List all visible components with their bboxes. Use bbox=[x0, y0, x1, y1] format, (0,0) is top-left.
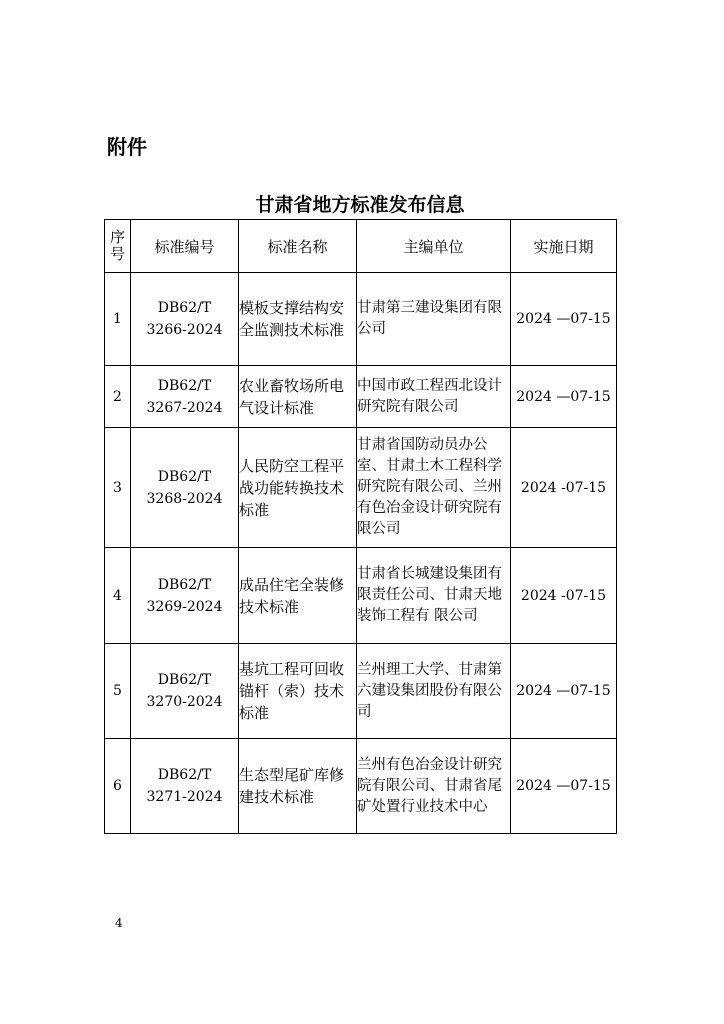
header-unit: 主编单位 bbox=[357, 220, 511, 273]
row-index: 1 bbox=[105, 273, 131, 366]
code-prefix: DB62/T bbox=[157, 576, 212, 593]
row-date: 2024 -07-15 bbox=[511, 428, 617, 548]
header-name: 标准名称 bbox=[239, 220, 357, 273]
row-unit: 甘肃第三建设集团有限公司 bbox=[357, 273, 511, 366]
row-unit: 兰州理工大学、甘肃第六建设集团股份有限公司 bbox=[357, 644, 511, 739]
header-date: 实施日期 bbox=[511, 220, 617, 273]
code-prefix: DB62/T bbox=[157, 672, 212, 688]
row-name: 生态型尾矿库修建技术标准 bbox=[239, 739, 357, 834]
table-row bbox=[105, 428, 617, 548]
table-row bbox=[105, 548, 617, 644]
table-row bbox=[105, 273, 617, 366]
row-index: 5 bbox=[105, 644, 131, 739]
table-row bbox=[105, 366, 617, 428]
code-number: 3267-2024 bbox=[146, 399, 223, 416]
table-header-row bbox=[105, 220, 617, 273]
code-prefix: DB62/T bbox=[157, 377, 212, 394]
table-row bbox=[105, 739, 617, 834]
code-prefix: DB62/T bbox=[157, 468, 212, 485]
row-name: 人民防空工程平战功能转换技术标准 bbox=[239, 428, 357, 548]
row-date: 2024 -07-15 bbox=[511, 548, 617, 644]
code-prefix: DB62/T bbox=[157, 300, 212, 316]
row-name: 成品住宅全装修技术标准 bbox=[239, 548, 357, 644]
code-number: 3270-2024 bbox=[146, 694, 223, 710]
row-name: 农业畜牧场所电气设计标准 bbox=[239, 366, 357, 428]
row-unit: 中国市政工程西北设计研究院有限公司 bbox=[357, 366, 511, 428]
row-date: 2024 —07-15 bbox=[511, 273, 617, 366]
row-date: 2024 —07-15 bbox=[511, 644, 617, 739]
row-index: 2 bbox=[105, 366, 131, 428]
row-name: 基坑工程可回收锚杆（索）技术标准 bbox=[239, 644, 357, 739]
row-code bbox=[131, 273, 239, 366]
row-code bbox=[131, 739, 239, 834]
row-code bbox=[131, 428, 239, 548]
row-unit: 兰州有色冶金设计研究院有限公司、甘肃省尾矿处置行业技术中心 bbox=[357, 739, 511, 834]
row-unit: 甘肃省长城建设集团有限责任公司、甘肃天地装饰工程有 限公司 bbox=[357, 548, 511, 644]
row-code bbox=[131, 366, 239, 428]
code-number: 3266-2024 bbox=[146, 322, 223, 338]
attachment-label: 附件 bbox=[107, 135, 147, 159]
page-number: 4 bbox=[115, 916, 123, 930]
row-code bbox=[131, 644, 239, 739]
row-date: 2024 —07-15 bbox=[511, 366, 617, 428]
standards-table bbox=[104, 219, 617, 834]
code-number: 3269-2024 bbox=[146, 598, 223, 615]
document-title: 甘肃省地方标准发布信息 bbox=[255, 194, 465, 216]
code-prefix: DB62/T bbox=[157, 767, 212, 783]
code-number: 3271-2024 bbox=[146, 789, 223, 805]
header-index: 序号 bbox=[105, 220, 131, 273]
row-index: 4 bbox=[105, 548, 131, 644]
code-number: 3268-2024 bbox=[146, 490, 223, 507]
row-name: 模板支撑结构安全监测技术标准 bbox=[239, 273, 357, 366]
table-row bbox=[105, 644, 617, 739]
row-code bbox=[131, 548, 239, 644]
row-date: 2024 —07-15 bbox=[511, 739, 617, 834]
row-index: 6 bbox=[105, 739, 131, 834]
header-code: 标准编号 bbox=[131, 220, 239, 273]
row-index: 3 bbox=[105, 428, 131, 548]
row-unit: 甘肃省国防动员办公室、甘肃土木工程科学研究院有限公司、兰州有色冶金设计研究院有限公司 bbox=[357, 428, 511, 548]
